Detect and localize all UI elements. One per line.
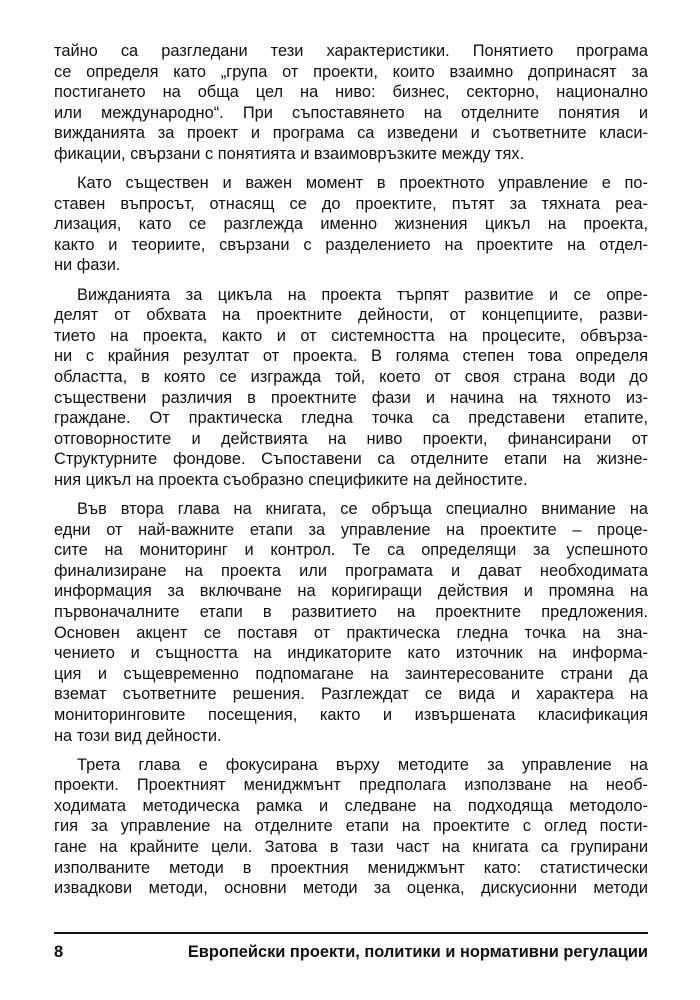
paragraph: [54, 755, 648, 899]
text-line: както и теориите, свързани с разделението на проектите на отдел-: [54, 235, 648, 254]
text-line: ния цикъл на проекта съобразно спецификите на дейностите.: [54, 470, 528, 489]
text-line: мониторинговите посещения, както и извършената класификация: [54, 705, 648, 724]
text-line: Вижданията за цикъла на проекта търпят развитие и се опре-: [77, 285, 648, 304]
text-line: ставен въпросът, отнасящ се до проектите, пътят за тяхната реа-: [54, 194, 648, 213]
text-line: фикации, свързани с понятията и взаимовръзките между тях.: [54, 144, 525, 163]
text-line: Структурните фондове. Съпоставени са отделните етапи на жизне-: [54, 450, 648, 469]
running-title: Европейски проекти, политики и нормативни регулации: [187, 943, 648, 961]
text-line: отговорностите и действията на ниво проекти, финансирани от: [54, 429, 648, 448]
text-line: едни от най-важните етапи за управление на проектите – проце-: [54, 520, 648, 539]
text-line: тието на проекта, както и от системността на процесите, обвърза-: [54, 326, 648, 345]
text-line: вземат съответните решения. Разглеждат се вида и характера на: [54, 685, 648, 704]
paragraph: [54, 41, 648, 165]
text-line: ни с крайния резултат от проекта. В голяма степен това определя: [54, 347, 648, 366]
text-line: тайно са разгледани тези характеристики. Понятието програма: [54, 42, 648, 60]
text-line: се определя като „група от проекти, които взаимно допринасят за: [54, 62, 648, 81]
text-line: извадкови методи, основни методи за оценка, дискусионни методи: [54, 879, 648, 898]
text-line: граждане. От практическа гледна точка са представени етапите,: [54, 409, 648, 428]
text-line: или международно“. При съпоставянето на отделните понятия и: [54, 103, 648, 122]
text-line: проекти. Проектният мениджмънт предполага използване на необ-: [54, 776, 648, 795]
text-line: Като съществен и важен момент в проектното управление е по-: [77, 174, 648, 193]
text-line: сите на мониторинг и контрол. Те са определящи за успешното: [54, 541, 648, 560]
text-line: изполваните методи в проектния мениджмънт като: статистически: [54, 858, 648, 877]
text-line: гане на крайните цели. Затова в тази част на книгата са групирани: [54, 837, 648, 856]
text-line: съществени различия в проектните фази и начина на тяхното из-: [54, 388, 648, 407]
text-line: лизация, като се разглежда именно жизнения цикъл на проекта,: [54, 215, 648, 234]
text-line: Трета глава е фокусирана върху методите за управление на: [77, 755, 648, 774]
text-line: вижданията за проект и програма са изведени и съответните класи-: [54, 124, 648, 143]
text-line: финализиране на проекта или програмата и дават необходимата: [54, 561, 648, 580]
text-line: ция и същевременно подпомагане на заинтересованите страни да: [54, 664, 648, 683]
body-text: [54, 41, 648, 907]
text-line: на този вид дейности.: [54, 726, 222, 745]
paragraph: [54, 285, 648, 491]
text-line: информация за включване на коригиращи действия и промяна на: [54, 582, 648, 601]
footer-rule: [54, 932, 648, 934]
text-line: ни фази.: [54, 256, 121, 275]
text-line: Основен акцент се поставя от практическа гледна точка на зна-: [54, 623, 648, 642]
paragraph: [54, 173, 648, 276]
text-line: чението и същността на индикаторите като източник на информа-: [54, 644, 648, 663]
page-number: 8: [54, 943, 64, 961]
paragraph: [54, 499, 648, 746]
text-line: областта, в която се изгражда той, което от своя страна води до: [54, 367, 648, 386]
text-line: Във втора глава на книгата, се обръща специално внимание на: [77, 499, 648, 518]
text-line: гия за управление на отделните етапи на проектите с оглед пости-: [54, 817, 648, 836]
text-line: ходимата методическа рамка и следване на подходяща методоло-: [54, 796, 648, 815]
text-line: делят от обхвата на проектните дейности, от концепциите, разви-: [54, 306, 648, 325]
text-line: първоначалните етапи в развитието на проектните предложения.: [54, 602, 648, 621]
text-line: постигането на обща цел на ниво: бизнес, секторно, национално: [54, 83, 648, 102]
